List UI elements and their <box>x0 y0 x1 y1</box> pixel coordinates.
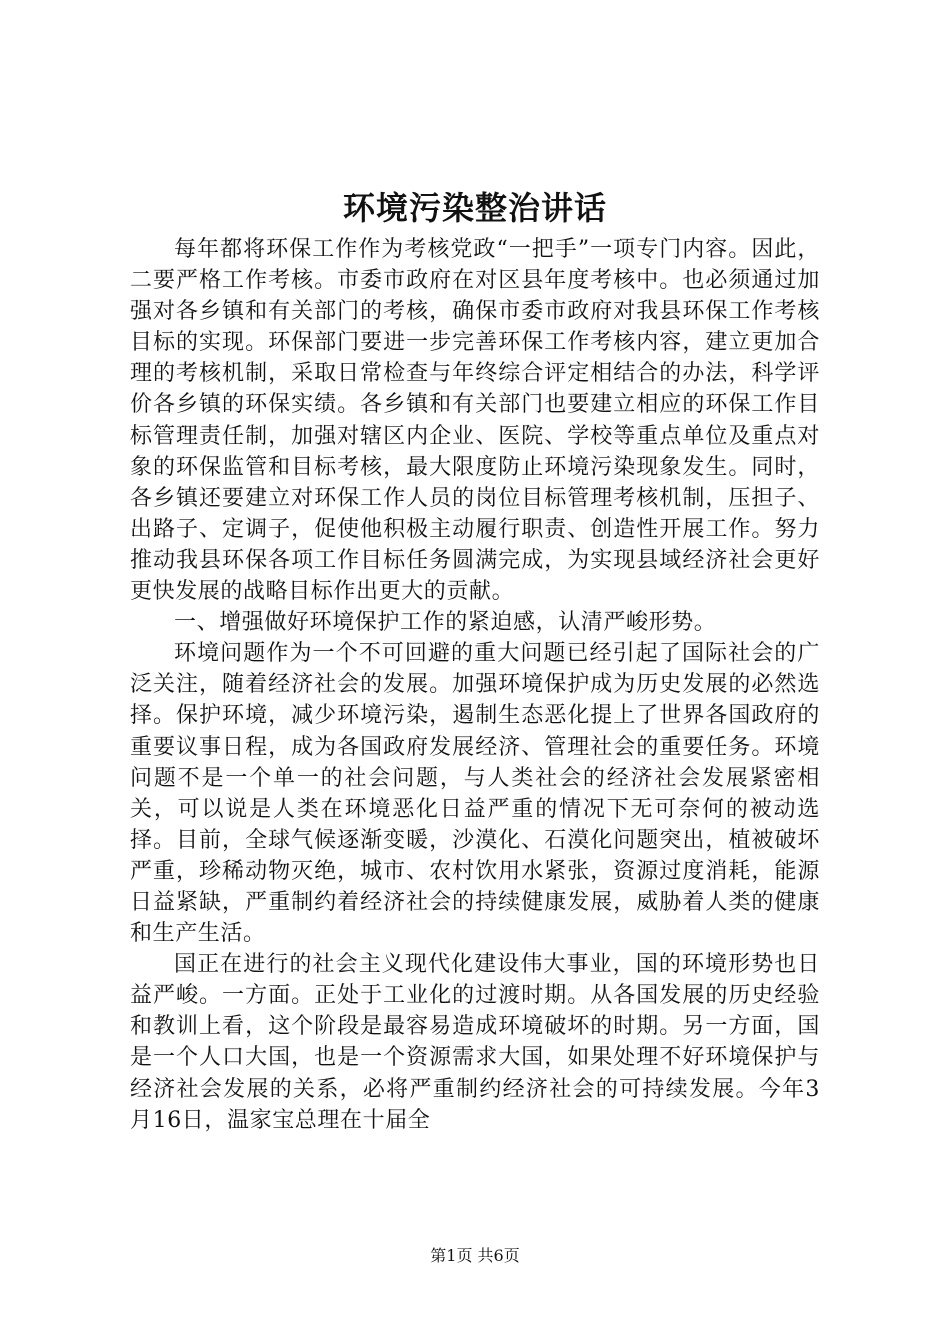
document-title: 环境污染整治讲话 <box>342 189 607 227</box>
paragraph: 每年都将环保工作作为考核党政“一把手”一项专门内容。因此，二要严格工作考核。市委市政府在对区县年度考核中。也必须通过加强对各乡镇和有关部门的考核，确保市委市政府对我县环保工作考核目标的实现。环保部门要进一步完善环保工作考核内容，建立更加合理的考核机制，采取日常检查与年终综合评定相结合的办法，科学评价各乡镇的环保实绩。各乡镇和有关部门也要建立相应的环保工作目标管理责任制，加强对辖区内企业、医院、学校等重点单位及重点对象的环保监管和目标考核，最大限度防止环境污染现象发生。同时，各乡镇还要建立对环保工作人员的岗位目标管理考核机制，压担子、出路子、定调子，促使他积极主动履行职责、创造性开展工作。努力推动我县环保各项工作目标任务圆满完成，为实现县域经济社会更好更快发展的战略目标作出更大的贡献。 <box>130 237 820 605</box>
paragraph: 国正在进行的社会主义现代化建设伟大事业，国的环境形势也日益严峻。一方面。正处于工业化的过渡时期。从各国发展的历史经验和教训上看，这个阶段是最容易造成环境破坏的时期。另一方面，国是一个人口大国，也是一个资源需求大国，如果处理不好环境保护与经济社会发展的关系，必将严重制约经济社会的可持续发展。今年3月16日，温家宝总理在十届全 <box>130 952 820 1133</box>
document-body <box>130 234 820 1136</box>
page-footer: 第1页 共6页 <box>430 1246 520 1265</box>
paragraph: 环境问题作为一个不可回避的重大问题已经引起了国际社会的广泛关注，随着经济社会的发展。加强环境保护成为历史发展的必然选择。保护环境，减少环境污染，遏制生态恶化提上了世界各国政府的重要议事日程，成为各国政府发展经济、管理社会的重要任务。环境问题不是一个单一的社会问题，与人类社会的经济社会发展紧密相关，可以说是人类在环境恶化日益严重的情况下无可奈何的被动选择。目前，全球气候逐渐变暖，沙漠化、石漠化问题突出，植被破坏严重，珍稀动物灭绝，城市、农村饮用水紧张，资源过度消耗，能源日益紧缺，严重制约着经济社会的持续健康发展，威胁着人类的健康和生产生活。 <box>130 641 820 947</box>
section-heading: 一、增强做好环境保护工作的紧迫感，认清严峻形势。 <box>174 610 717 636</box>
